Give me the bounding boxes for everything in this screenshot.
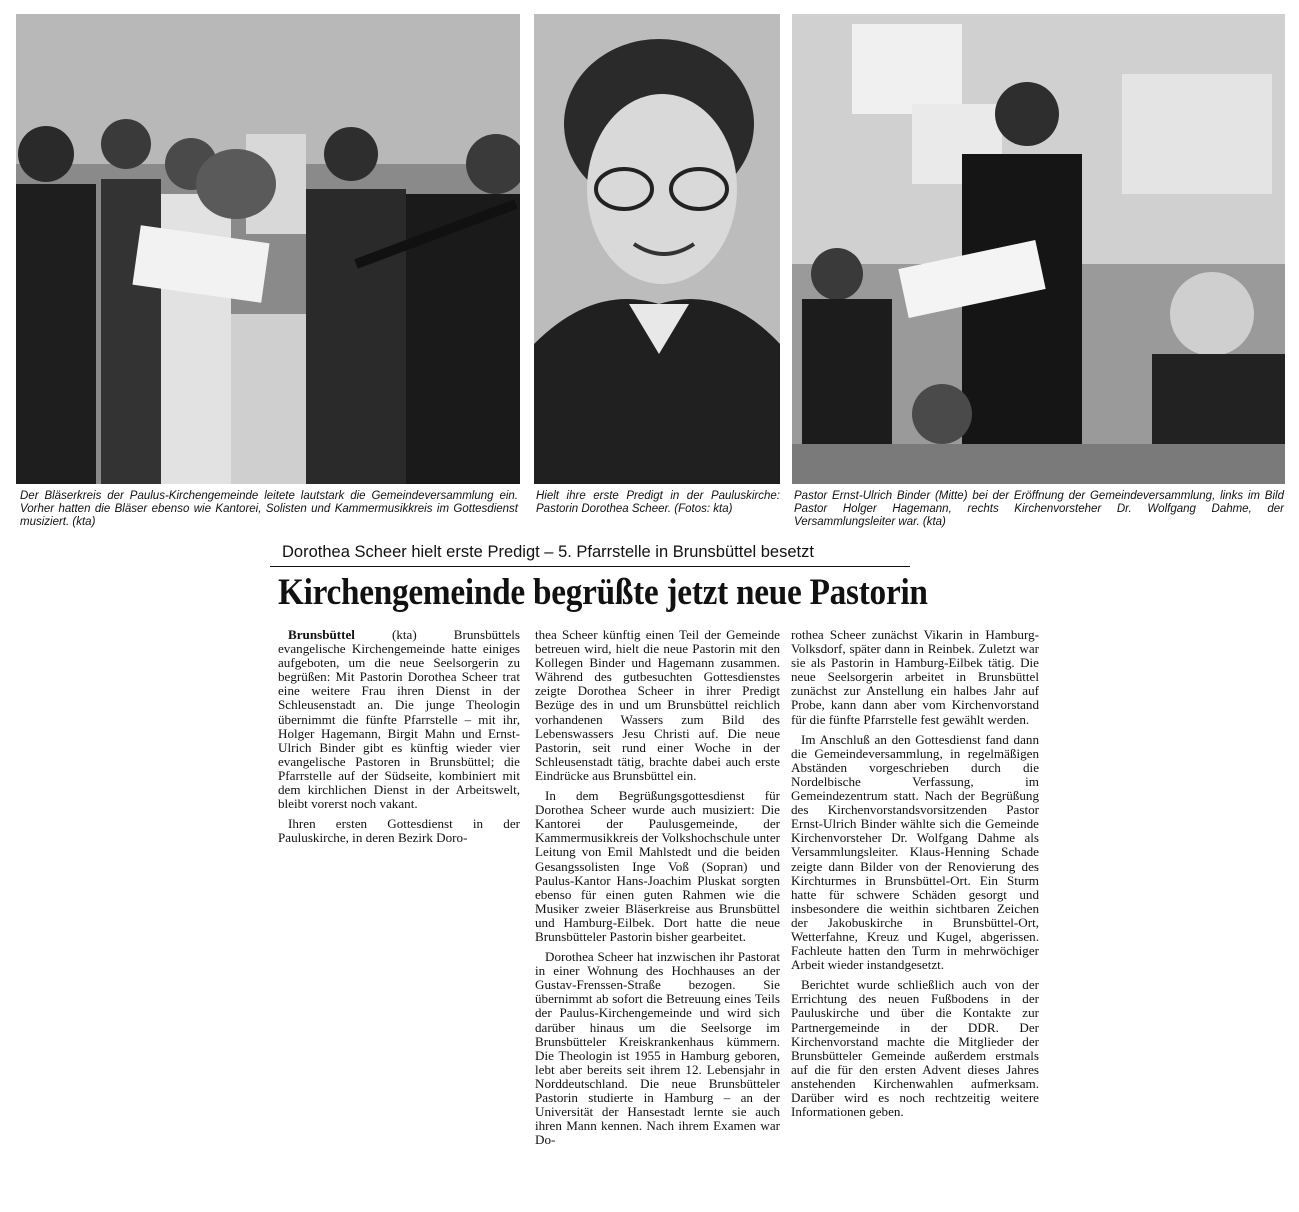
assembly-image: [792, 14, 1285, 484]
paragraph: Berichtet wurde schließlich auch von der Errichtung des neuen Fußbodens in der Pauluskirche und über die Kontakte zur Partnergemeinde in der DDR. Der Kirchenvorstand machte die Mitglieder der Brunsbütteler Gemeinde außerdem erstmals auf die für den ersten Advent dieses Jahres anstehenden Kirchenwahlen aufmerksam. Darüber wird es noch rechtzeitig weitere Informationen geben.: [791, 977, 1039, 1120]
kicker-rule: [270, 566, 910, 567]
photo-brass-ensemble: [16, 14, 520, 484]
paragraph: Brunsbüttel (kta) Brunsbüttels evangelische Kirchengemeinde hatte einiges aufgeboten, um die neue Seelsorgerin zu begrüßen: Mit Pastorin Dorothea Scheer trat eine weitere Frau ihren Dienst in der Schleusenstadt an. Die junge Theologin übernimmt die fünfte Pfarrstelle – mit ihr, Holger Hagemann, Birgit Mahn und Ernst-Ulrich Binder gibt es künftig wieder vier evangelische Pastoren in Brunsbüttel; die Pfarrstelle auf der Südseite, kombiniert mit dem kirchlichen Dienst in der Arbeitswelt, bleibt vorerst noch vakant.: [278, 627, 520, 812]
article-column-2: [535, 628, 780, 1153]
article-kicker: Dorothea Scheer hielt erste Predigt – 5. Pfarrstelle in Brunsbüttel besetzt: [282, 543, 814, 561]
dateline: Brunsbüttel: [288, 627, 355, 642]
paragraph: thea Scheer künftig einen Teil der Gemeinde betreuen wird, hielt die neue Pastorin mit den Kollegen Binder und Hagemann zusammen. Während des gutbesuchten Gottesdienstes zeigte Dorothea Scheer in ihrer Predigt Bezüge des in und um Brunsbüttel reichlich vorhandenen Wassers zum Bild des Lebenswassers Jesu Christi auf. Die neue Pastorin, seit rund einer Woche in der Schleusenstadt tätig, brachte dabei auch erste Eindrücke aus Brunsbüttel ein.: [535, 627, 780, 783]
paragraph: rothea Scheer zunächst Vikarin in Hamburg-Volksdorf, später dann in Reinbek. Zuletzt war sie als Pastorin in Hamburg-Eilbek tätig. Die neue Seelsorgerin arbeitet in Brunsbüttel zunächst zur Anstellung ein halbes Jahr auf Probe, kann dann aber vom Kirchenvorstand für die fünfte Pfarrstelle fest gewählt werden.: [791, 627, 1039, 727]
paragraph: Dorothea Scheer hat inzwischen ihr Pastorat in einer Wohnung des Hochhauses an der Gustav-Frenssen-Straße bezogen. Sie übernimmt ab sofort die Betreuung eines Teils der Paulus-Kirchengemeinde und wird sich darüber hinaus um die Seelsorge im Brunsbütteler Kreiskrankenhaus kümmern. Die Theologin ist 1955 in Hamburg geboren, lebt aber bereits seit ihrem 12. Lebensjahr in Norddeutschland. Die neue Brunsbütteler Pastorin studierte in Hamburg – an der Universität der Hansestadt lernte sie auch ihren Mann kennen. Nach ihrem Examen war Do-: [535, 949, 780, 1148]
paragraph: Ihren ersten Gottesdienst in der Pauluskirche, in deren Bezirk Doro-: [278, 816, 520, 846]
brass-ensemble-image: [16, 14, 520, 484]
paragraph: Im Anschluß an den Gottesdienst fand dann die Gemeindeversammlung, in regelmäßigen Abständen vorgeschrieben durch die Nordelbische Verfassung, im Gemeindezentrum statt. Nach der Begrüßung des Kirchenvorstandsvorsitzenden Pastor Ernst-Ulrich Binder wählte sich die Gemeinde Kirchenvorsteher Dr. Wolfgang Dahme als Versammlungsleiter. Klaus-Henning Schade zeigte dann Bilder von der Renovierung des Kirchturmes in Brunsbüttel-Ort. Ein Sturm hatte für schwere Schäden gesorgt und insbesondere die weithin sichtbaren Zeichen der Jakobuskirche in Brunsbüttel-Ort, Wetterfahne, Kreuz und Kugel, abgerissen. Fachleute hatten den Turm in mehrwöchiger Arbeit wieder instandgesetzt.: [791, 731, 1039, 973]
article-column-3: [791, 628, 1039, 1125]
pastor-portrait-image: [534, 14, 780, 484]
photo-assembly: [792, 14, 1285, 484]
article-headline: Kirchengemeinde begrüßte jetzt neue Pastorin: [278, 572, 928, 613]
paragraph: In dem Begrüßungsgottesdienst für Dorothea Scheer wurde auch musiziert: Die Kantorei der Paulusgemeinde, der Kammermusikkreis der Volkshochschule unter Leitung von Emil Mahlstedt und die beiden Gesangssolisten Inge Voß (Sopran) und Paulus-Kantor Hans-Joachim Pluskat sorgten ebenso für einen guten Rahmen wie die Musiker zweier Bläserkreise aus Brunsbüttel und Hamburg-Eilbek. Dort hatte die neue Brunsbütteler Pastorin bisher gearbeitet.: [535, 788, 780, 944]
photo-pastor-portrait: [534, 14, 780, 484]
caption-assembly: Pastor Ernst-Ulrich Binder (Mitte) bei der Eröffnung der Gemeindeversammlung, links im Bild Pastor Holger Hagemann, rechts Kirchenvorsteher Dr. Wolfgang Dahme, der Versammlungsleiter war. (kta): [794, 490, 1284, 528]
article-column-1: [278, 628, 520, 851]
caption-brass-ensemble: Der Bläserkreis der Paulus-Kirchengemeinde leitete lautstark die Gemeindeversammlung ein. Vorher hatten die Bläser ebenso wie Kantorei, Solisten und Kammermusikkreis im Gottesdienst musiziert. (kta): [20, 490, 518, 528]
caption-pastor-portrait: Hielt ihre erste Predigt in der Pauluskirche: Pastorin Dorothea Scheer. (Fotos: kta): [536, 490, 780, 515]
